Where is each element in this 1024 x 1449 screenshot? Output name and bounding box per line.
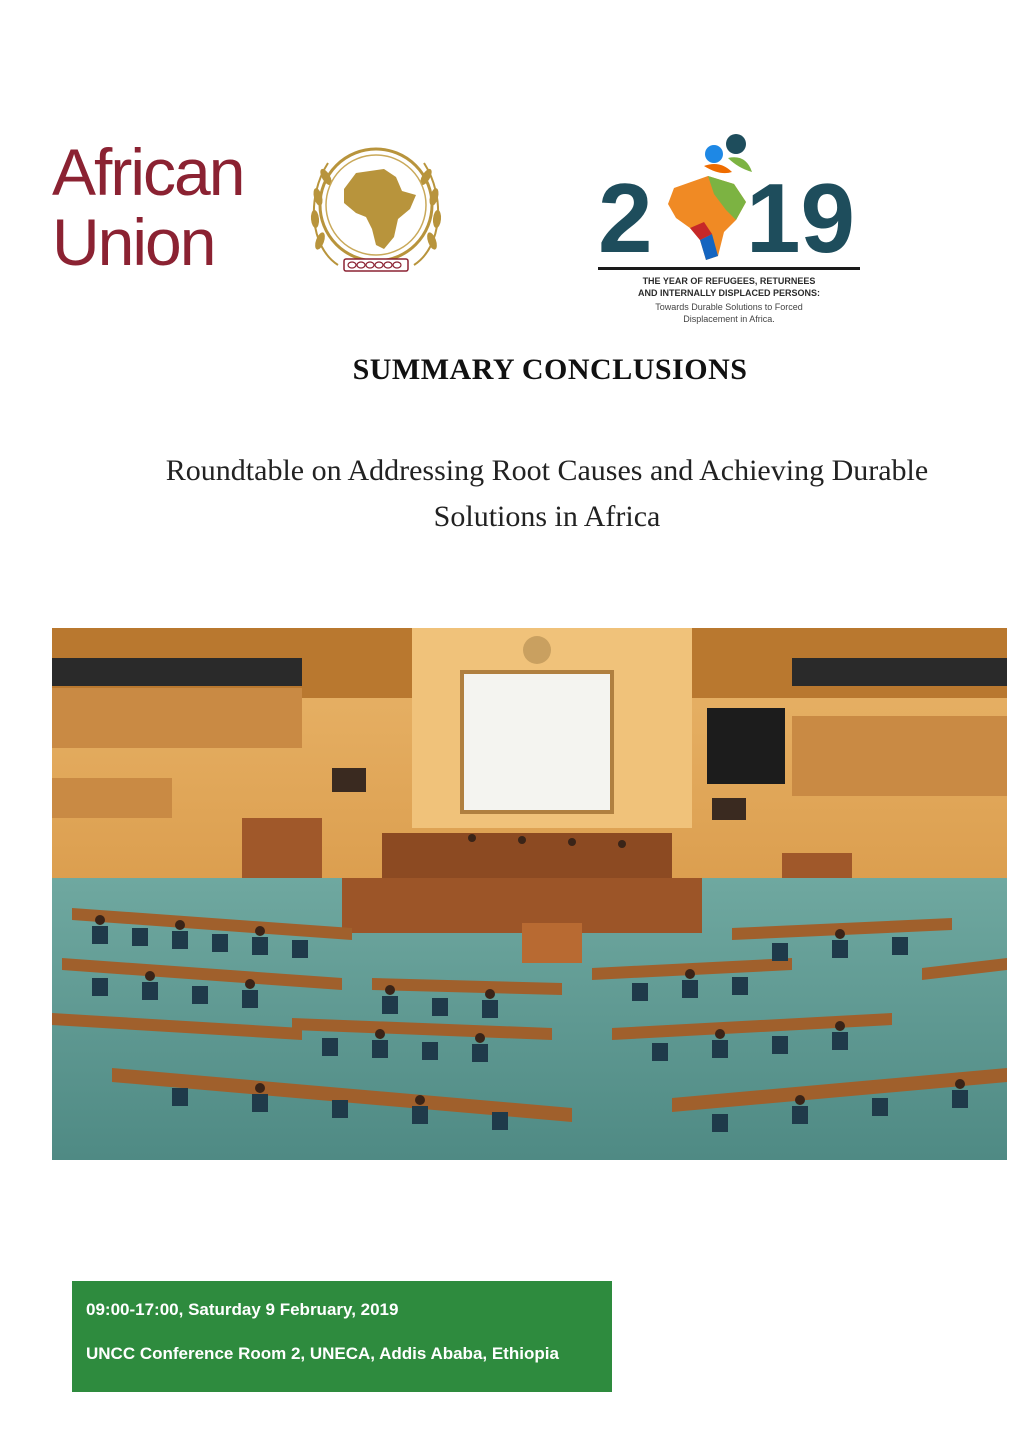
document-subtitle: [100, 448, 994, 540]
conference-hall-photo: [52, 628, 1007, 1160]
subtitle-line-2: Solutions in Africa: [433, 500, 661, 533]
event-info-box: [72, 1281, 612, 1392]
au-logo-word-african: African: [52, 135, 244, 209]
event-time: 09:00-17:00, Saturday 9 February, 2019: [86, 1300, 399, 1319]
year-logo-rule: [598, 267, 860, 270]
year-logo-caption-3: Towards Durable Solutions to Forced: [655, 302, 803, 312]
african-union-logo: [52, 135, 462, 285]
year-logo-caption-4: Displacement in Africa.: [683, 314, 775, 324]
year-logo-caption-1: THE YEAR OF REFUGEES, RETURNEES: [642, 276, 816, 286]
year-2019-logo: [596, 132, 866, 332]
subtitle-line-1: Roundtable on Addressing Root Causes and Achieving Durable: [165, 454, 929, 487]
african-union-emblem-icon: [298, 137, 454, 279]
refugees-year-2019-icon: [596, 132, 861, 267]
document-title: SUMMARY CONCLUSIONS: [352, 353, 748, 386]
svg-text:2: 2: [598, 163, 653, 267]
event-venue: UNCC Conference Room 2, UNECA, Addis Ababa, Ethiopia: [86, 1344, 559, 1363]
year-logo-caption-2: AND INTERNALLY DISPLACED PERSONS:: [637, 288, 821, 298]
au-logo-word-union: Union: [52, 205, 215, 279]
conference-hall-illustration: [52, 628, 1007, 1160]
svg-text:19: 19: [746, 163, 856, 267]
